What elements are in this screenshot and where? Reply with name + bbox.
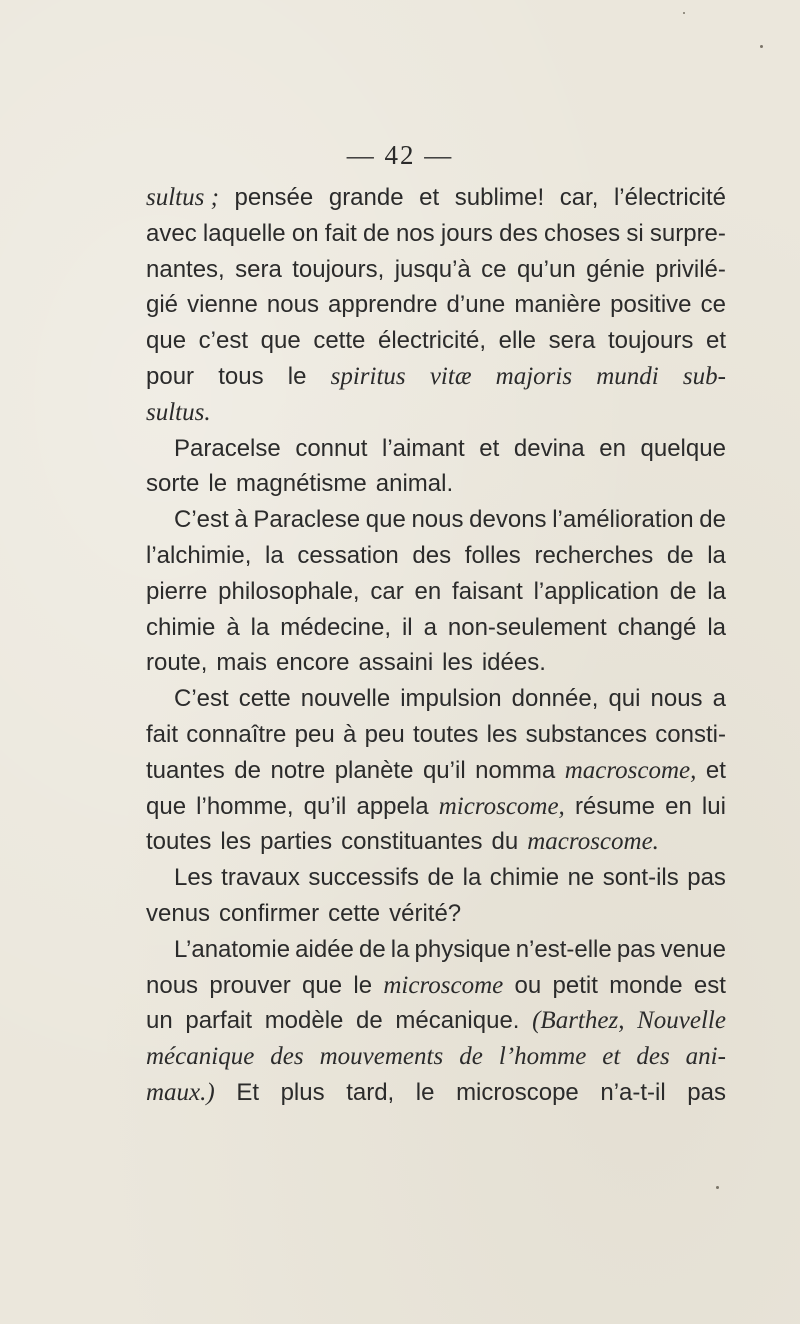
- word: modèle: [264, 1007, 344, 1035]
- word: ani-: [685, 1043, 726, 1071]
- text-line: [146, 753, 726, 789]
- word: pas: [687, 864, 726, 892]
- word: donnée,: [511, 685, 599, 713]
- word: connaître: [186, 720, 287, 748]
- word: des: [636, 1043, 670, 1071]
- word: des: [270, 1043, 304, 1071]
- word: sera: [548, 327, 596, 355]
- text-line: [146, 968, 726, 1004]
- text-line: [146, 323, 726, 359]
- word: de: [669, 577, 697, 605]
- word: d’une: [446, 291, 506, 319]
- word: l’application: [533, 577, 659, 605]
- word: et: [479, 434, 500, 462]
- word: prouver: [209, 971, 291, 999]
- word: macroscome,: [564, 756, 697, 784]
- text-line: [146, 180, 726, 216]
- word: vérité?: [389, 899, 462, 927]
- word: choses: [544, 219, 621, 247]
- word: encore: [276, 649, 350, 677]
- word: physique: [414, 935, 511, 963]
- text-line: [146, 574, 726, 610]
- word: que: [365, 506, 406, 534]
- word: sont-ils: [602, 864, 679, 892]
- word: ce: [481, 255, 507, 283]
- word: majoris: [495, 362, 573, 390]
- word: nous: [411, 506, 464, 534]
- word: venus: [146, 899, 211, 927]
- word: Paraclese: [253, 506, 361, 534]
- word: spiritus: [330, 362, 406, 390]
- word: grande: [328, 184, 404, 211]
- word: des: [412, 541, 452, 569]
- word: qui: [608, 685, 641, 713]
- word: nous: [650, 685, 703, 713]
- word: résume: [574, 792, 655, 820]
- word: qu’un: [516, 255, 576, 283]
- word: planète: [334, 756, 414, 784]
- word: Et: [236, 1078, 259, 1106]
- word: que: [146, 327, 187, 355]
- word: nouvelle: [300, 685, 391, 713]
- word: pas: [616, 935, 656, 963]
- text-line: [146, 538, 726, 574]
- word: les: [442, 649, 473, 677]
- word: tard,: [346, 1078, 395, 1106]
- word: sultus ;: [146, 184, 219, 211]
- word: à: [342, 720, 357, 748]
- text-line: [146, 645, 726, 681]
- word: car,: [559, 184, 599, 211]
- word: l’électricité: [613, 184, 726, 211]
- word: c’est: [198, 327, 249, 355]
- word: microscome,: [438, 792, 565, 820]
- word: nous: [146, 971, 199, 999]
- word: on: [291, 219, 319, 247]
- word: C’est: [174, 506, 229, 534]
- word: mécanique.: [395, 1007, 520, 1035]
- word: lui: [701, 792, 726, 820]
- word: en: [414, 577, 442, 605]
- word: en: [599, 434, 626, 462]
- word: la: [265, 541, 284, 569]
- word: laquelle: [202, 219, 286, 247]
- text-line: [146, 789, 726, 825]
- word: à: [234, 506, 248, 534]
- word: les: [220, 828, 252, 856]
- word: de: [427, 864, 455, 892]
- word: des: [499, 219, 538, 247]
- word: à: [226, 613, 240, 641]
- word: sorte: [146, 470, 200, 498]
- word: consti-: [655, 720, 726, 748]
- word: l’homme,: [196, 792, 294, 820]
- word: pas: [687, 1078, 726, 1106]
- word: appela: [356, 792, 429, 820]
- word: le: [208, 470, 228, 498]
- word: l’aimant: [381, 434, 465, 462]
- word: sub-: [682, 362, 726, 390]
- word: petit: [552, 971, 598, 999]
- word: cessation: [297, 541, 399, 569]
- word: nous: [266, 291, 319, 319]
- word: chimie: [146, 613, 216, 641]
- word: avec: [146, 219, 197, 247]
- text-line: [146, 431, 726, 467]
- text-line: [146, 466, 726, 502]
- word: nantes,: [146, 255, 225, 283]
- word: la: [707, 613, 726, 641]
- paper-speck: [716, 1186, 719, 1189]
- word: les: [486, 720, 518, 748]
- word: et: [602, 1043, 621, 1071]
- word: génie: [586, 255, 645, 283]
- word: sera: [235, 255, 282, 283]
- text-line: [146, 860, 726, 896]
- word: de: [459, 1043, 483, 1071]
- word: toujours,: [292, 255, 385, 283]
- word: devons: [469, 506, 547, 534]
- text-line: [146, 502, 726, 538]
- text-line: [146, 287, 726, 323]
- word: nos: [395, 219, 435, 247]
- text-line: [146, 896, 726, 932]
- word: philosophale,: [218, 577, 360, 605]
- word: ce: [700, 291, 726, 319]
- word: a: [423, 613, 437, 641]
- word: recherches: [534, 541, 654, 569]
- word: toujours: [607, 327, 694, 355]
- word: n’est-elle: [515, 935, 612, 963]
- body-text: [146, 180, 726, 1111]
- word: microscome: [383, 971, 504, 999]
- text-line: [146, 1039, 726, 1075]
- word: mécanique: [146, 1043, 255, 1071]
- word: la: [707, 541, 726, 569]
- word: pensée: [234, 184, 314, 211]
- word: jours: [440, 219, 493, 247]
- word: en: [665, 792, 692, 820]
- word: la: [462, 864, 482, 892]
- word: le: [415, 1078, 435, 1106]
- word: connut: [295, 434, 368, 462]
- word: mouvements: [319, 1043, 444, 1071]
- word: fait: [146, 720, 179, 748]
- word: tous: [218, 362, 264, 390]
- word: l’alchimie,: [146, 541, 252, 569]
- word: privilé-: [655, 255, 726, 283]
- word: vitæ: [429, 362, 472, 390]
- word: constituantes: [341, 828, 483, 856]
- word: n’a-t-il: [600, 1078, 666, 1106]
- word: aidée: [295, 935, 354, 963]
- word: vienne: [187, 291, 258, 319]
- word: que: [146, 792, 187, 820]
- word: la: [390, 935, 410, 963]
- word: gié: [146, 291, 179, 319]
- word: cette: [238, 685, 291, 713]
- text-line: [146, 824, 726, 860]
- text-line: [146, 1075, 726, 1111]
- word: surpre-: [649, 219, 726, 247]
- word: L’anatomie: [174, 935, 291, 963]
- text-line: [146, 610, 726, 646]
- word: monde: [609, 971, 683, 999]
- word: car: [370, 577, 404, 605]
- word: sultus.: [146, 398, 211, 426]
- page-number: — 42 —: [346, 140, 454, 170]
- word: a: [712, 685, 726, 713]
- word: maux.): [146, 1078, 215, 1106]
- word: est: [693, 971, 726, 999]
- word: ne: [567, 864, 595, 892]
- word: peu: [364, 720, 405, 748]
- word: le: [353, 971, 373, 999]
- word: route,: [146, 649, 208, 677]
- word: médecine,: [280, 613, 391, 641]
- word: qu’il: [422, 756, 466, 784]
- word: et: [419, 184, 440, 211]
- word: impulsion: [400, 685, 502, 713]
- text-line: [146, 932, 726, 968]
- paper-speck: [683, 12, 685, 14]
- word: parfait: [185, 1007, 253, 1035]
- word: travaux: [221, 864, 300, 892]
- word: qu’il: [303, 792, 347, 820]
- word: elle: [498, 327, 537, 355]
- word: mundi: [596, 362, 659, 390]
- word: magnétisme: [236, 470, 367, 498]
- word: successifs: [308, 864, 420, 892]
- word: ou: [514, 971, 542, 999]
- word: la: [250, 613, 270, 641]
- paper-speck: [760, 45, 763, 48]
- word: idées.: [481, 649, 546, 677]
- word: non-seulement: [447, 613, 607, 641]
- word: électricité,: [377, 327, 487, 355]
- text-line: [146, 395, 726, 431]
- word: de: [356, 1007, 383, 1035]
- word: l’homme: [498, 1043, 587, 1071]
- word: de: [699, 506, 726, 534]
- word: pierre: [146, 577, 208, 605]
- word: jusqu’à: [394, 255, 471, 283]
- word: faisant: [452, 577, 523, 605]
- word: de: [358, 935, 386, 963]
- word: toutes: [146, 828, 212, 856]
- word: si: [626, 219, 644, 247]
- word: et: [705, 756, 726, 784]
- text-line: [146, 681, 726, 717]
- word: assaini: [358, 649, 434, 677]
- word: Les: [174, 864, 213, 892]
- text-line: [146, 359, 726, 395]
- word: plus: [280, 1078, 325, 1106]
- text-line: [146, 1003, 726, 1039]
- word: cette: [328, 899, 381, 927]
- word: microscope: [456, 1078, 579, 1106]
- word: substances: [525, 720, 647, 748]
- word: peu: [294, 720, 335, 748]
- word: devina: [513, 434, 585, 462]
- word: animal.: [375, 470, 454, 498]
- word: un: [146, 1007, 173, 1035]
- word: C’est: [174, 685, 229, 713]
- word: nomma: [475, 756, 556, 784]
- word: (Barthez,: [532, 1007, 625, 1035]
- word: la: [707, 577, 726, 605]
- word: quelque: [640, 434, 726, 462]
- word: de: [234, 756, 261, 784]
- word: et: [705, 327, 726, 355]
- word: pour: [146, 362, 195, 390]
- text-line: [146, 252, 726, 288]
- word: apprendre: [328, 291, 438, 319]
- word: tuantes: [146, 756, 225, 784]
- word: folles: [464, 541, 521, 569]
- word: positive: [610, 291, 692, 319]
- word: de: [363, 219, 390, 247]
- word: l’amélioration: [552, 506, 694, 534]
- word: du: [491, 828, 519, 856]
- text-line: [146, 717, 726, 753]
- word: Nouvelle: [637, 1007, 726, 1035]
- word: parties: [260, 828, 333, 856]
- word: manière: [514, 291, 602, 319]
- word: Paracelse: [174, 434, 281, 462]
- word: chimie: [489, 864, 560, 892]
- word: changé: [617, 613, 697, 641]
- word: venue: [660, 935, 726, 963]
- word: de: [666, 541, 694, 569]
- word: toutes: [412, 720, 479, 748]
- word: cette: [313, 327, 366, 355]
- word: confirmer: [219, 899, 320, 927]
- word: macroscome.: [527, 828, 659, 856]
- word: que: [260, 327, 301, 355]
- word: il: [401, 613, 413, 641]
- word: sublime!: [454, 184, 545, 211]
- word: fait: [324, 219, 357, 247]
- word: mais: [216, 649, 268, 677]
- word: que: [302, 971, 343, 999]
- word: le: [287, 362, 307, 390]
- text-line: [146, 216, 726, 252]
- word: notre: [270, 756, 326, 784]
